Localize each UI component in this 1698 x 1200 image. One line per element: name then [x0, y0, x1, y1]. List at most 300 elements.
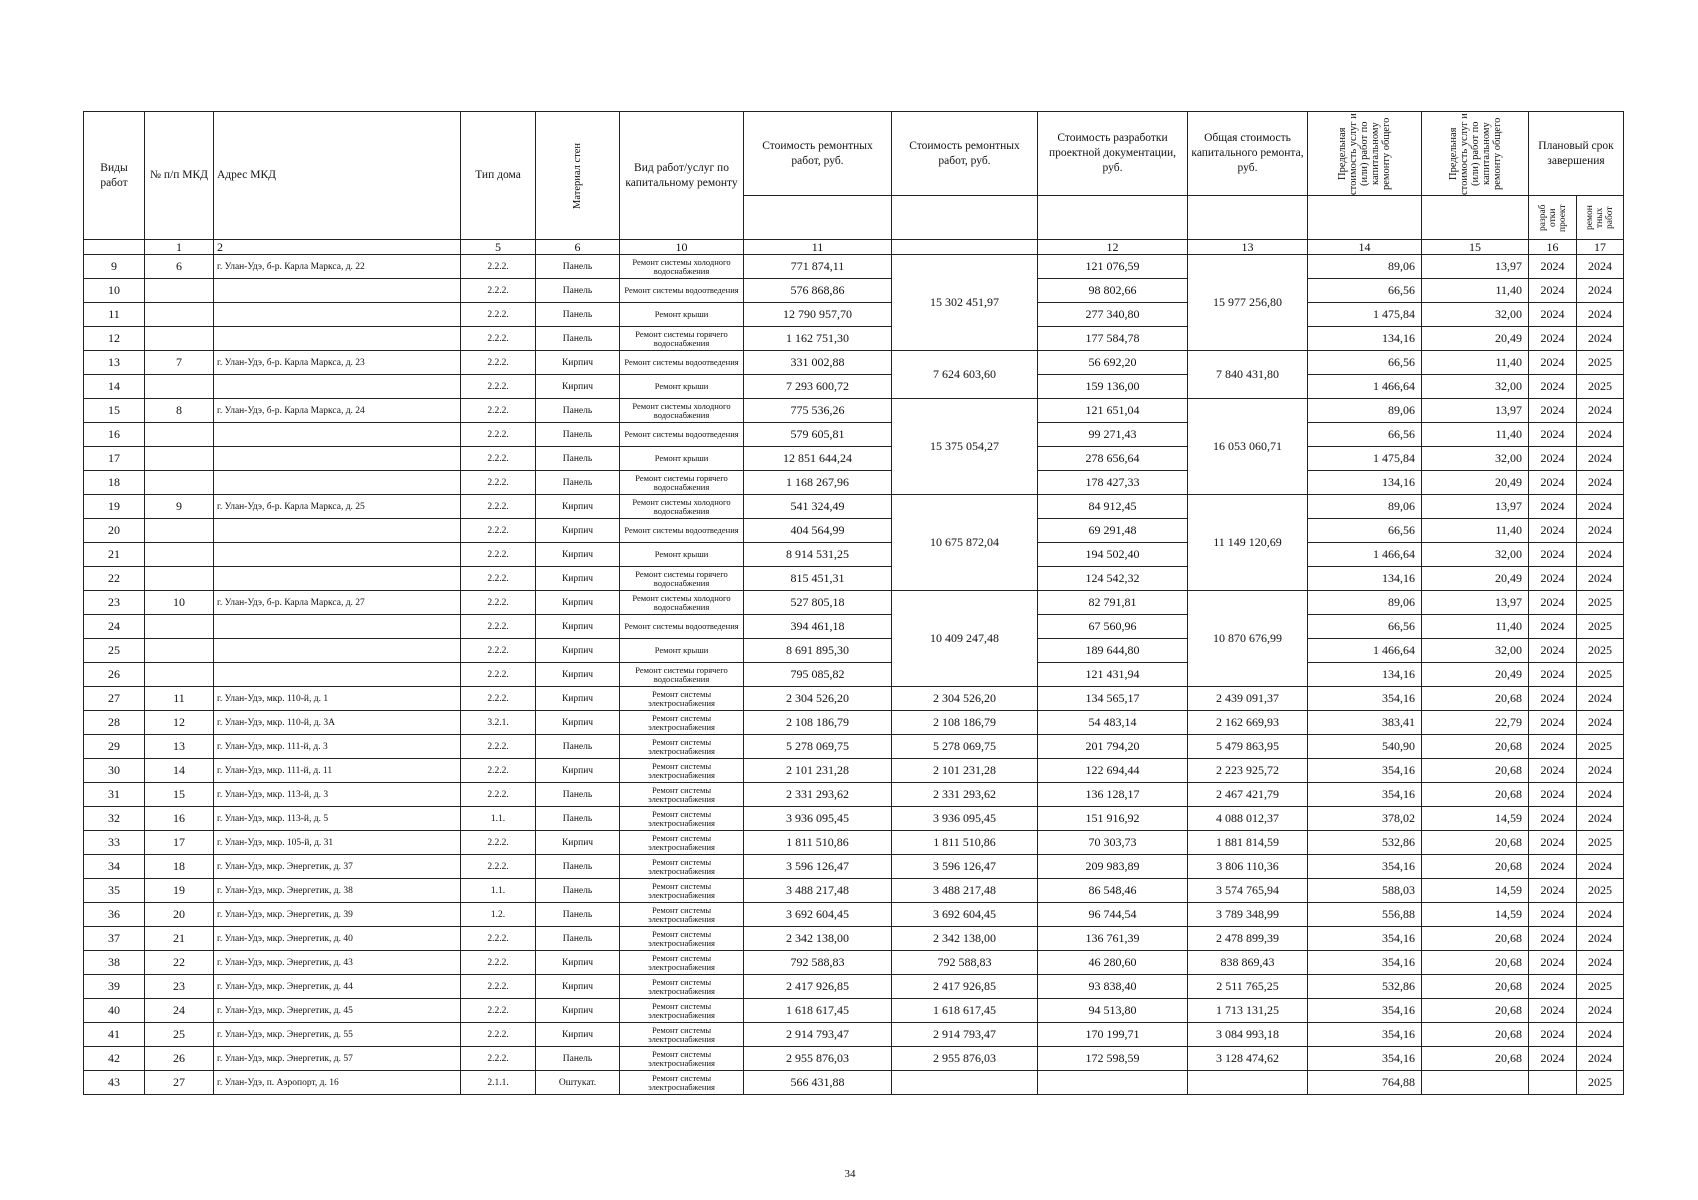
cell-house-type: 2.2.2.	[461, 399, 536, 423]
cell-year-project: 2024	[1529, 351, 1577, 375]
cell-work-type: Ремонт системы электроснабжения	[620, 1047, 744, 1071]
cell-year-repair: 2024	[1577, 759, 1624, 783]
table-row	[84, 711, 1624, 735]
cell-year-project: 2024	[1529, 1047, 1577, 1071]
cell-row-number: 41	[84, 1023, 145, 1047]
cell-year-project: 2024	[1529, 951, 1577, 975]
cell-house-type: 2.2.2.	[461, 567, 536, 591]
cell-mkd-number: 11	[145, 687, 214, 711]
column-number: 17	[1577, 240, 1624, 255]
header-limit-cost-2	[1422, 112, 1529, 196]
cell-limit-cost-1: 89,06	[1308, 495, 1422, 519]
table-row	[84, 303, 1624, 327]
cell-limit-cost-2: 20,68	[1422, 855, 1529, 879]
cell-repair-cost: 1 811 510,86	[744, 831, 892, 855]
cell-mkd-number: 14	[145, 759, 214, 783]
cell-address	[214, 279, 461, 303]
cell-repair-cost: 1 618 617,45	[744, 999, 892, 1023]
cell-repair-cost: 2 304 526,20	[744, 687, 892, 711]
cell-year-project: 2024	[1529, 279, 1577, 303]
cell-house-type: 2.2.2.	[461, 327, 536, 351]
cell-limit-cost-1: 588,03	[1308, 879, 1422, 903]
cell-total-cost: 2 223 925,72	[1188, 759, 1308, 783]
capital-repair-table	[83, 111, 1624, 1095]
cell-project-cost: 151 916,92	[1038, 807, 1188, 831]
cell-limit-cost-1: 1 466,64	[1308, 639, 1422, 663]
cell-limit-cost-1: 66,56	[1308, 519, 1422, 543]
cell-work-type: Ремонт крыши	[620, 303, 744, 327]
cell-year-repair: 2024	[1577, 519, 1624, 543]
cell-row-number: 17	[84, 447, 145, 471]
cell-work-type: Ремонт крыши	[620, 543, 744, 567]
cell-mkd-number	[145, 375, 214, 399]
cell-total-cost: 2 511 765,25	[1188, 975, 1308, 999]
cell-wall-material: Кирпич	[536, 687, 620, 711]
cell-house-type: 2.2.2.	[461, 855, 536, 879]
cell-limit-cost-2: 14,59	[1422, 807, 1529, 831]
cell-row-number: 23	[84, 591, 145, 615]
cell-year-project: 2024	[1529, 639, 1577, 663]
table-row	[84, 951, 1624, 975]
cell-year-repair: 2024	[1577, 567, 1624, 591]
cell-mkd-number	[145, 615, 214, 639]
cell-limit-cost-1: 354,16	[1308, 927, 1422, 951]
cell-address	[214, 615, 461, 639]
cell-year-project: 2024	[1529, 423, 1577, 447]
cell-project-cost: 69 291,48	[1038, 519, 1188, 543]
cell-work-type: Ремонт системы электроснабжения	[620, 783, 744, 807]
table-row	[84, 903, 1624, 927]
column-number: 5	[461, 240, 536, 255]
cell-total-cost: 3 084 993,18	[1188, 1023, 1308, 1047]
cell-limit-cost-2: 11,40	[1422, 423, 1529, 447]
cell-work-type: Ремонт системы электроснабжения	[620, 903, 744, 927]
header-blank	[1188, 196, 1308, 240]
cell-repair-cost: 1 162 751,30	[744, 327, 892, 351]
cell-work-type: Ремонт системы горячего водоснабжения	[620, 471, 744, 495]
cell-limit-cost-2: 13,97	[1422, 399, 1529, 423]
cell-mkd-number	[145, 303, 214, 327]
cell-total-repair-cost: 3 596 126,47	[892, 855, 1038, 879]
cell-year-project: 2024	[1529, 591, 1577, 615]
cell-project-cost: 121 076,59	[1038, 255, 1188, 279]
cell-house-type: 2.2.2.	[461, 1047, 536, 1071]
cell-year-repair: 2024	[1577, 279, 1624, 303]
cell-limit-cost-1: 66,56	[1308, 423, 1422, 447]
cell-limit-cost-2: 32,00	[1422, 303, 1529, 327]
cell-work-type: Ремонт системы электроснабжения	[620, 759, 744, 783]
table-row	[84, 447, 1624, 471]
table-row	[84, 591, 1624, 615]
header-limit-cost-1-text: Предельная стоимость услуг и (или) работ по капитальному ремонту общего	[1337, 112, 1392, 195]
column-number: 15	[1422, 240, 1529, 255]
cell-year-project: 2024	[1529, 855, 1577, 879]
header-planned-date: Плановый срок завершения	[1529, 112, 1624, 196]
cell-project-cost: 93 838,40	[1038, 975, 1188, 999]
cell-mkd-number: 12	[145, 711, 214, 735]
cell-address: г. Улан-Удэ, мкр. 110-й, д. 3А	[214, 711, 461, 735]
cell-year-project: 2024	[1529, 567, 1577, 591]
cell-row-number: 14	[84, 375, 145, 399]
cell-address: г. Улан-Удэ, мкр. 111-й, д. 3	[214, 735, 461, 759]
table-row	[84, 639, 1624, 663]
cell-limit-cost-2: 20,49	[1422, 327, 1529, 351]
header-sub-repair	[1577, 196, 1624, 240]
cell-year-repair: 2024	[1577, 687, 1624, 711]
cell-project-cost: 94 513,80	[1038, 999, 1188, 1023]
cell-row-number: 29	[84, 735, 145, 759]
cell-repair-cost: 2 342 138,00	[744, 927, 892, 951]
cell-wall-material: Кирпич	[536, 543, 620, 567]
cell-year-project: 2024	[1529, 831, 1577, 855]
cell-wall-material: Панель	[536, 399, 620, 423]
cell-total-repair-cost: 2 342 138,00	[892, 927, 1038, 951]
cell-row-number: 9	[84, 255, 145, 279]
cell-mkd-number: 25	[145, 1023, 214, 1047]
cell-work-type: Ремонт системы электроснабжения	[620, 807, 744, 831]
cell-address: г. Улан-Удэ, б-р. Карла Маркса, д. 27	[214, 591, 461, 615]
cell-year-repair: 2024	[1577, 999, 1624, 1023]
header-repair-cost-1: Стоимость ремонтных работ, руб.	[744, 112, 892, 196]
cell-work-type: Ремонт системы электроснабжения	[620, 999, 744, 1023]
cell-address	[214, 567, 461, 591]
table-row	[84, 375, 1624, 399]
cell-project-cost: 172 598,59	[1038, 1047, 1188, 1071]
cell-limit-cost-1: 354,16	[1308, 999, 1422, 1023]
cell-repair-cost: 576 868,86	[744, 279, 892, 303]
cell-total-cost: 2 162 669,93	[1188, 711, 1308, 735]
cell-row-number: 27	[84, 687, 145, 711]
cell-limit-cost-1: 354,16	[1308, 783, 1422, 807]
cell-repair-cost: 12 790 957,70	[744, 303, 892, 327]
cell-total-cost: 16 053 060,71	[1188, 399, 1308, 495]
cell-mkd-number: 21	[145, 927, 214, 951]
cell-year-project: 2024	[1529, 975, 1577, 999]
cell-mkd-number: 8	[145, 399, 214, 423]
cell-year-repair: 2025	[1577, 639, 1624, 663]
cell-project-cost: 70 303,73	[1038, 831, 1188, 855]
cell-limit-cost-2: 20,49	[1422, 471, 1529, 495]
cell-year-project: 2024	[1529, 807, 1577, 831]
cell-wall-material: Оштукат.	[536, 1071, 620, 1095]
cell-limit-cost-2: 13,97	[1422, 255, 1529, 279]
header-work-type: Вид работ/услуг по капитальному ремонту	[620, 112, 744, 240]
cell-limit-cost-2: 14,59	[1422, 903, 1529, 927]
cell-total-repair-cost: 3 488 217,48	[892, 879, 1038, 903]
cell-total-cost: 11 149 120,69	[1188, 495, 1308, 591]
cell-year-repair: 2024	[1577, 543, 1624, 567]
cell-total-repair-cost	[892, 1071, 1038, 1095]
cell-project-cost: 170 199,71	[1038, 1023, 1188, 1047]
cell-year-repair: 2025	[1577, 1071, 1624, 1095]
cell-wall-material: Панель	[536, 927, 620, 951]
cell-limit-cost-1: 378,02	[1308, 807, 1422, 831]
cell-wall-material: Панель	[536, 783, 620, 807]
header-house-type: Тип дома	[461, 112, 536, 240]
cell-limit-cost-1: 556,88	[1308, 903, 1422, 927]
cell-limit-cost-2: 20,68	[1422, 783, 1529, 807]
cell-row-number: 39	[84, 975, 145, 999]
header-blank	[1038, 196, 1188, 240]
cell-row-number: 24	[84, 615, 145, 639]
cell-mkd-number: 17	[145, 831, 214, 855]
cell-row-number: 13	[84, 351, 145, 375]
cell-project-cost: 136 761,39	[1038, 927, 1188, 951]
cell-total-cost: 2 478 899,39	[1188, 927, 1308, 951]
cell-year-repair: 2025	[1577, 735, 1624, 759]
cell-mkd-number: 27	[145, 1071, 214, 1095]
cell-address	[214, 543, 461, 567]
cell-row-number: 31	[84, 783, 145, 807]
cell-mkd-number	[145, 447, 214, 471]
cell-address	[214, 639, 461, 663]
cell-wall-material: Панель	[536, 327, 620, 351]
cell-year-project: 2024	[1529, 711, 1577, 735]
cell-total-cost: 15 977 256,80	[1188, 255, 1308, 351]
cell-year-project: 2024	[1529, 471, 1577, 495]
table-header	[84, 112, 1624, 255]
cell-wall-material: Кирпич	[536, 351, 620, 375]
cell-repair-cost: 579 605,81	[744, 423, 892, 447]
column-number: 1	[145, 240, 214, 255]
cell-total-cost: 3 806 110,36	[1188, 855, 1308, 879]
cell-year-repair: 2024	[1577, 303, 1624, 327]
cell-project-cost: 178 427,33	[1038, 471, 1188, 495]
cell-repair-cost: 2 417 926,85	[744, 975, 892, 999]
table-row	[84, 831, 1624, 855]
cell-mkd-number	[145, 567, 214, 591]
cell-year-repair: 2024	[1577, 447, 1624, 471]
table-row	[84, 663, 1624, 687]
cell-limit-cost-2: 20,68	[1422, 951, 1529, 975]
cell-address	[214, 663, 461, 687]
cell-project-cost: 121 651,04	[1038, 399, 1188, 423]
cell-address: г. Улан-Удэ, б-р. Карла Маркса, д. 23	[214, 351, 461, 375]
cell-limit-cost-2: 13,97	[1422, 591, 1529, 615]
cell-house-type: 2.2.2.	[461, 495, 536, 519]
cell-address: г. Улан-Удэ, мкр. 105-й, д. 31	[214, 831, 461, 855]
cell-repair-cost: 1 168 267,96	[744, 471, 892, 495]
cell-wall-material: Кирпич	[536, 495, 620, 519]
cell-limit-cost-2: 32,00	[1422, 447, 1529, 471]
cell-mkd-number: 23	[145, 975, 214, 999]
cell-mkd-number: 15	[145, 783, 214, 807]
cell-wall-material: Панель	[536, 1047, 620, 1071]
cell-row-number: 22	[84, 567, 145, 591]
cell-mkd-number	[145, 663, 214, 687]
cell-row-number: 30	[84, 759, 145, 783]
cell-house-type: 2.2.2.	[461, 639, 536, 663]
cell-year-project: 2024	[1529, 687, 1577, 711]
cell-wall-material: Панель	[536, 855, 620, 879]
cell-address: г. Улан-Удэ, б-р. Карла Маркса, д. 22	[214, 255, 461, 279]
cell-limit-cost-2: 22,79	[1422, 711, 1529, 735]
cell-row-number: 16	[84, 423, 145, 447]
cell-row-number: 26	[84, 663, 145, 687]
table-row	[84, 495, 1624, 519]
cell-work-type: Ремонт системы водоотведения	[620, 279, 744, 303]
cell-total-repair-cost: 1 618 617,45	[892, 999, 1038, 1023]
cell-total-repair-cost: 3 692 604,45	[892, 903, 1038, 927]
cell-work-type: Ремонт системы холодного водоснабжения	[620, 591, 744, 615]
cell-mkd-number	[145, 327, 214, 351]
cell-repair-cost: 3 596 126,47	[744, 855, 892, 879]
cell-year-repair: 2024	[1577, 807, 1624, 831]
cell-year-repair: 2025	[1577, 591, 1624, 615]
cell-repair-cost: 7 293 600,72	[744, 375, 892, 399]
cell-project-cost: 177 584,78	[1038, 327, 1188, 351]
cell-work-type: Ремонт системы электроснабжения	[620, 975, 744, 999]
cell-row-number: 42	[84, 1047, 145, 1071]
cell-year-project: 2024	[1529, 1023, 1577, 1047]
cell-project-cost: 99 271,43	[1038, 423, 1188, 447]
cell-limit-cost-2: 20,68	[1422, 1023, 1529, 1047]
column-number: 16	[1529, 240, 1577, 255]
cell-house-type: 2.2.2.	[461, 543, 536, 567]
cell-house-type: 2.2.2.	[461, 591, 536, 615]
cell-project-cost: 121 431,94	[1038, 663, 1188, 687]
cell-limit-cost-1: 1 466,64	[1308, 375, 1422, 399]
cell-limit-cost-2: 11,40	[1422, 615, 1529, 639]
cell-address: г. Улан-Удэ, мкр. Энергетик, д. 43	[214, 951, 461, 975]
cell-total-repair-cost: 2 101 231,28	[892, 759, 1038, 783]
cell-project-cost: 201 794,20	[1038, 735, 1188, 759]
cell-mkd-number: 18	[145, 855, 214, 879]
cell-house-type: 2.2.2.	[461, 927, 536, 951]
table-row	[84, 855, 1624, 879]
table-row	[84, 615, 1624, 639]
cell-total-repair-cost: 10 409 247,48	[892, 591, 1038, 687]
cell-work-type: Ремонт системы водоотведения	[620, 423, 744, 447]
cell-house-type: 1.1.	[461, 879, 536, 903]
cell-limit-cost-1: 134,16	[1308, 327, 1422, 351]
cell-project-cost: 67 560,96	[1038, 615, 1188, 639]
header-limit-cost-2-text: Предельная стоимость услуг и (или) работ по капитальному ремонту общего	[1447, 112, 1503, 195]
table-row	[84, 327, 1624, 351]
cell-total-repair-cost: 2 417 926,85	[892, 975, 1038, 999]
cell-work-type: Ремонт системы электроснабжения	[620, 855, 744, 879]
cell-address: г. Улан-Удэ, б-р. Карла Маркса, д. 25	[214, 495, 461, 519]
column-number: 2	[214, 240, 461, 255]
cell-house-type: 2.2.2.	[461, 375, 536, 399]
cell-work-type: Ремонт системы электроснабжения	[620, 735, 744, 759]
cell-year-repair: 2024	[1577, 855, 1624, 879]
cell-row-number: 21	[84, 543, 145, 567]
cell-limit-cost-1: 540,90	[1308, 735, 1422, 759]
cell-row-number: 34	[84, 855, 145, 879]
page-number: 34	[844, 1168, 856, 1180]
cell-limit-cost-2: 20,68	[1422, 999, 1529, 1023]
cell-repair-cost: 8 914 531,25	[744, 543, 892, 567]
table-row	[84, 423, 1624, 447]
cell-limit-cost-2: 11,40	[1422, 519, 1529, 543]
cell-wall-material: Панель	[536, 735, 620, 759]
header-wall-material	[536, 112, 620, 240]
cell-total-cost: 2 467 421,79	[1188, 783, 1308, 807]
cell-limit-cost-1: 383,41	[1308, 711, 1422, 735]
table-row	[84, 567, 1624, 591]
cell-project-cost: 86 548,46	[1038, 879, 1188, 903]
cell-house-type: 2.2.2.	[461, 975, 536, 999]
cell-limit-cost-1: 89,06	[1308, 399, 1422, 423]
cell-row-number: 32	[84, 807, 145, 831]
cell-row-number: 36	[84, 903, 145, 927]
cell-total-repair-cost: 2 108 186,79	[892, 711, 1038, 735]
cell-year-project: 2024	[1529, 879, 1577, 903]
cell-total-cost: 5 479 863,95	[1188, 735, 1308, 759]
column-numbers-row	[84, 240, 1624, 255]
cell-repair-cost: 12 851 644,24	[744, 447, 892, 471]
cell-project-cost: 84 912,45	[1038, 495, 1188, 519]
cell-project-cost: 209 983,89	[1038, 855, 1188, 879]
table-row	[84, 543, 1624, 567]
cell-house-type: 2.2.2.	[461, 759, 536, 783]
cell-house-type: 1.1.	[461, 807, 536, 831]
table-row	[84, 351, 1624, 375]
cell-mkd-number	[145, 639, 214, 663]
cell-house-type: 2.2.2.	[461, 735, 536, 759]
cell-total-repair-cost: 2 914 793,47	[892, 1023, 1038, 1047]
header-sub-repair-text: ремон тных работ	[1585, 205, 1615, 230]
cell-limit-cost-2: 20,68	[1422, 975, 1529, 999]
cell-total-repair-cost: 792 588,83	[892, 951, 1038, 975]
cell-wall-material: Панель	[536, 423, 620, 447]
cell-limit-cost-2: 20,49	[1422, 567, 1529, 591]
cell-house-type: 2.2.2.	[461, 351, 536, 375]
cell-repair-cost: 8 691 895,30	[744, 639, 892, 663]
cell-work-type: Ремонт системы электроснабжения	[620, 711, 744, 735]
table-row	[84, 1023, 1624, 1047]
cell-year-repair: 2024	[1577, 423, 1624, 447]
cell-work-type: Ремонт системы электроснабжения	[620, 951, 744, 975]
cell-year-project: 2024	[1529, 783, 1577, 807]
cell-house-type: 3.2.1.	[461, 711, 536, 735]
cell-address: г. Улан-Удэ, мкр. 113-й, д. 3	[214, 783, 461, 807]
cell-repair-cost: 527 805,18	[744, 591, 892, 615]
table-row	[84, 999, 1624, 1023]
cell-mkd-number	[145, 423, 214, 447]
cell-limit-cost-1: 354,16	[1308, 1047, 1422, 1071]
cell-limit-cost-1: 1 475,84	[1308, 447, 1422, 471]
cell-repair-cost: 2 955 876,03	[744, 1047, 892, 1071]
cell-limit-cost-1: 134,16	[1308, 471, 1422, 495]
cell-year-project: 2024	[1529, 615, 1577, 639]
cell-row-number: 40	[84, 999, 145, 1023]
cell-total-cost: 3 128 474,62	[1188, 1047, 1308, 1071]
cell-work-type: Ремонт системы водоотведения	[620, 351, 744, 375]
cell-work-type: Ремонт системы электроснабжения	[620, 831, 744, 855]
cell-row-number: 10	[84, 279, 145, 303]
header-project-cost: Стоимость разработки проектной документации, руб.	[1038, 112, 1188, 196]
cell-project-cost: 159 136,00	[1038, 375, 1188, 399]
table-row	[84, 735, 1624, 759]
cell-project-cost: 134 565,17	[1038, 687, 1188, 711]
cell-repair-cost: 566 431,88	[744, 1071, 892, 1095]
cell-year-repair: 2024	[1577, 495, 1624, 519]
cell-wall-material: Кирпич	[536, 1023, 620, 1047]
cell-year-project: 2024	[1529, 399, 1577, 423]
cell-wall-material: Кирпич	[536, 591, 620, 615]
cell-wall-material: Кирпич	[536, 615, 620, 639]
table-row	[84, 759, 1624, 783]
cell-year-repair: 2025	[1577, 831, 1624, 855]
cell-wall-material: Кирпич	[536, 951, 620, 975]
cell-total-cost: 1 881 814,59	[1188, 831, 1308, 855]
table-row	[84, 879, 1624, 903]
cell-mkd-number	[145, 279, 214, 303]
header-sub-project-text: разраб отки проект	[1537, 203, 1568, 232]
cell-year-project: 2024	[1529, 255, 1577, 279]
